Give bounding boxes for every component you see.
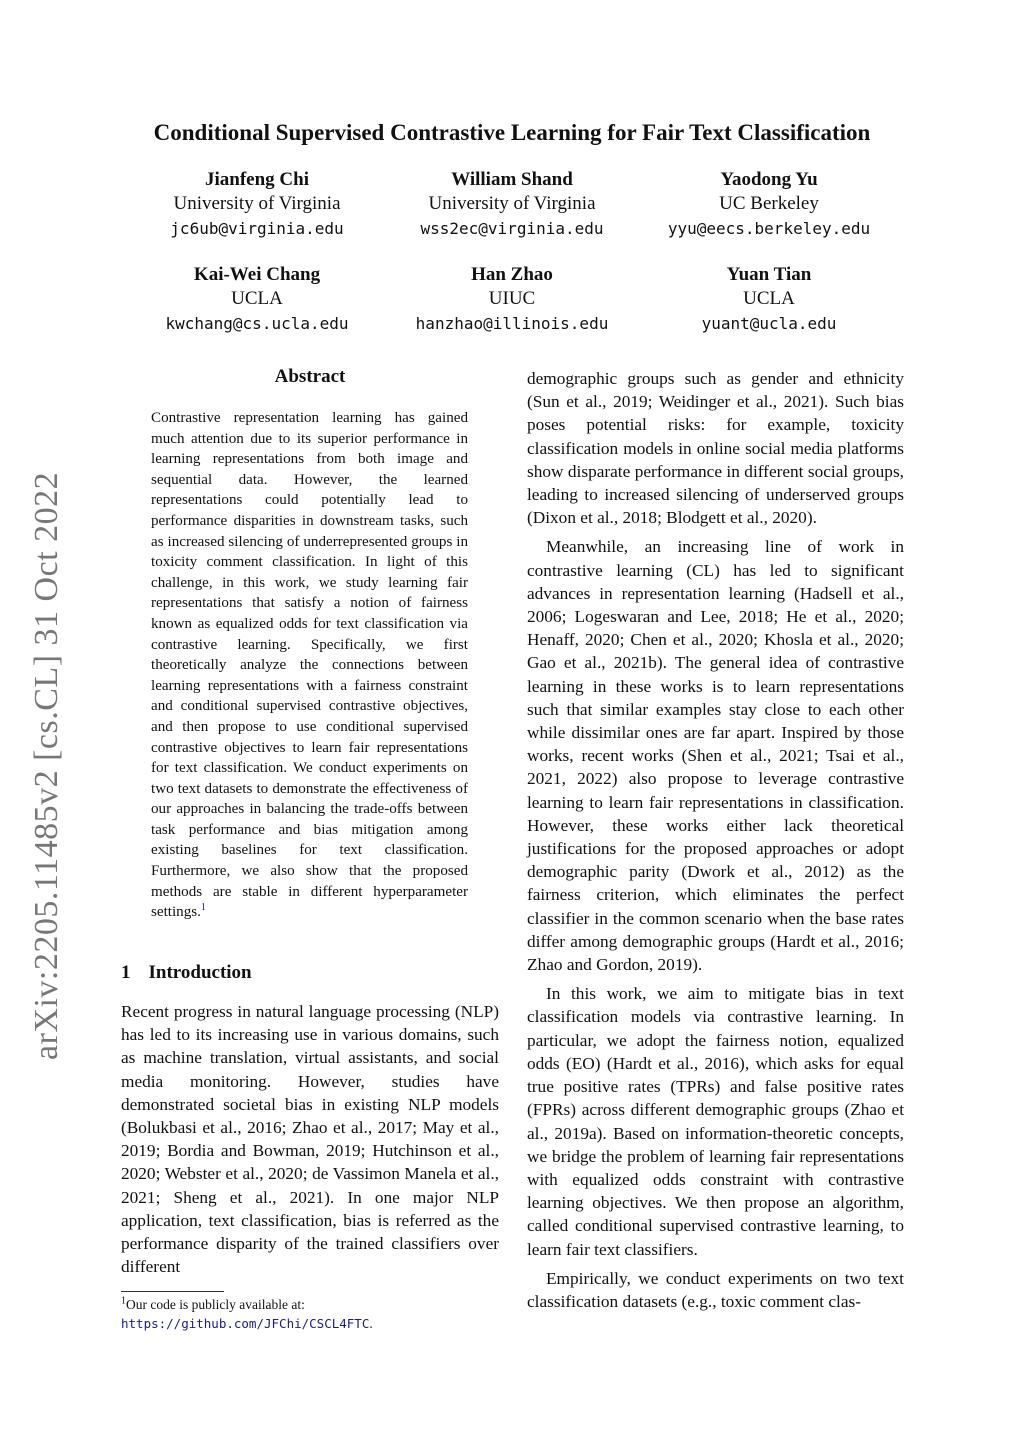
intro-paragraph: Recent progress in natural language processing (NLP) has led to its increasing use in various domains, such as machine translation, virtual assistants, and social media monitoring. However, studies have demonstrated societal bias in existing NLP models (Bolukbasi et al., 2016; Zhao et al., 2017; May et al., 2019; Bordia and Bowman, 2019; Hutchinson et al., 2020; Webster et al., 2020; de Vassimon Manela et al., 2021; Sheng et al., 2021). In one major NLP application, text classification, bias is referred as the performance disparity of the trained classifiers over different bbox=[121, 1002, 499, 1277]
author-affiliation: UC Berkeley bbox=[719, 193, 819, 214]
abstract-heading: Abstract bbox=[274, 366, 346, 387]
section-title: Introduction bbox=[148, 962, 252, 983]
author-email[interactable]: kwchang@cs.ucla.edu bbox=[165, 314, 349, 333]
footnote-url-link[interactable]: https://github.com/JFChi/CSCL4FTC bbox=[121, 1316, 370, 1331]
footnote-mark: 1 bbox=[121, 1295, 126, 1307]
author-block bbox=[127, 168, 387, 242]
author-affiliation: University of Virginia bbox=[173, 193, 341, 214]
intro-paragraph: Meanwhile, an increasing line of work in contrastive learning (CL) has led to significant advances in representation learning (Hadsell et al., 2006; Logeswaran and Lee, 2018; He et al., 2020; Henaff, 2020; Chen et al., 2020; Khosla et al., 2020; Gao et al., 2021b). The general idea of contrastive learning in these works is to learn representations such that similar examples stay close to each other while dissimilar ones are far apart. Inspired by those works, recent works (Shen et al., 2021; Tsai et al., 2021, 2022) also propose to leverage contrastive learning to learn fair representations in classification. However, these works either lack theoretical justifications for the proposed approaches or adopt demographic parity (Dwork et al., 2012) as the fairness criterion, which eliminates the perfect classifier in the common scenario when the base rates differ among demographic groups (Hardt et al., 2016; Zhao and Gordon, 2019). bbox=[527, 537, 904, 975]
footnote bbox=[121, 1295, 501, 1333]
author-name: William Shand bbox=[451, 169, 573, 190]
author-affiliation: UCLA bbox=[743, 288, 795, 309]
footnote-text: Our code is publicly available at: bbox=[126, 1297, 305, 1312]
author-affiliation: UIUC bbox=[488, 288, 536, 309]
author-name: Jianfeng Chi bbox=[205, 169, 309, 190]
author-block bbox=[639, 168, 899, 242]
author-block bbox=[127, 263, 387, 337]
author-email[interactable]: wss2ec@virginia.edu bbox=[420, 219, 604, 238]
section-heading bbox=[121, 962, 252, 984]
author-affiliation: University of Virginia bbox=[428, 193, 596, 214]
author-email[interactable]: yuant@ucla.edu bbox=[701, 314, 837, 333]
abstract-body bbox=[151, 408, 468, 923]
author-block bbox=[639, 263, 899, 337]
abstract-text: Contrastive representation learning has gained much attention due to its superior performance in learning representations from both image and sequential data. However, the learned representations could potentially lead to performance disparities in downstream tasks, such as increased silencing of underrepresented groups in toxicity comment classification. In light of this challenge, in this work, we study learning fair representations that satisfy a notion of fairness known as equalized odds for text classification via contrastive learning. Specifically, we first theoretically analyze the connections between learning representations with a fairness constraint and conditional supervised contrastive objectives, and then propose to use conditional supervised contrastive objectives to learn fair representations for text classification. We conduct experiments on two text datasets to demonstrate the effectiveness of our approaches in balancing the trade-offs between task performance and bias mitigation among existing baselines for text classification. Furthermore, we also show that the proposed methods are stable in different hyperparameter settings. bbox=[151, 410, 468, 921]
author-name: Yuan Tian bbox=[726, 264, 812, 285]
intro-paragraph: demographic groups such as gender and ethnicity (Sun et al., 2019; Weidinger et al., 2021). Such bias poses potential risks: for example, toxicity classification models in online social media platforms show disparate performance in different social groups, leading to increased silencing of underserved groups (Dixon et al., 2018; Blodgett et al., 2020). bbox=[527, 369, 904, 528]
arxiv-stamp: arXiv:2205.11485v2 [cs.CL] 31 Oct 2022 bbox=[28, 471, 65, 1060]
intro-right-column bbox=[527, 367, 904, 1313]
author-block bbox=[382, 168, 642, 242]
author-email[interactable]: hanzhao@illinois.edu bbox=[415, 314, 609, 333]
author-email[interactable]: yyu@eecs.berkeley.edu bbox=[667, 219, 871, 238]
intro-paragraph: In this work, we aim to mitigate bias in text classification models via contrastive learning. In particular, we adopt the fairness notion, equalized odds (EO) (Hardt et al., 2016), which asks for equal true positive rates (TPRs) and false positive rates (FPRs) across different demographic groups (Zhao et al., 2019a). Based on information-theoretic concepts, we bridge the problem of learning fair representations with equalized odds constraint with contrastive learning objectives. We then propose an algorithm, called conditional supervised contrastive learning, to learn fair text classifiers. bbox=[527, 984, 904, 1259]
footnote-rule bbox=[121, 1291, 224, 1292]
footnote-ref[interactable]: 1 bbox=[200, 902, 206, 914]
footnote-end: . bbox=[369, 1316, 373, 1331]
author-name: Yaodong Yu bbox=[720, 169, 818, 190]
intro-paragraph: Empirically, we conduct experiments on two text classification datasets (e.g., toxic comment clas- bbox=[527, 1268, 904, 1311]
author-email[interactable]: jc6ub@virginia.edu bbox=[170, 219, 344, 238]
author-block bbox=[382, 263, 642, 337]
intro-left-column bbox=[121, 1000, 499, 1278]
author-affiliation: UCLA bbox=[231, 288, 283, 309]
author-name: Han Zhao bbox=[471, 264, 553, 285]
section-number: 1 bbox=[121, 962, 131, 983]
author-name: Kai-Wei Chang bbox=[193, 264, 321, 285]
paper-title: Conditional Supervised Contrastive Learning for Fair Text Classification bbox=[153, 120, 871, 145]
